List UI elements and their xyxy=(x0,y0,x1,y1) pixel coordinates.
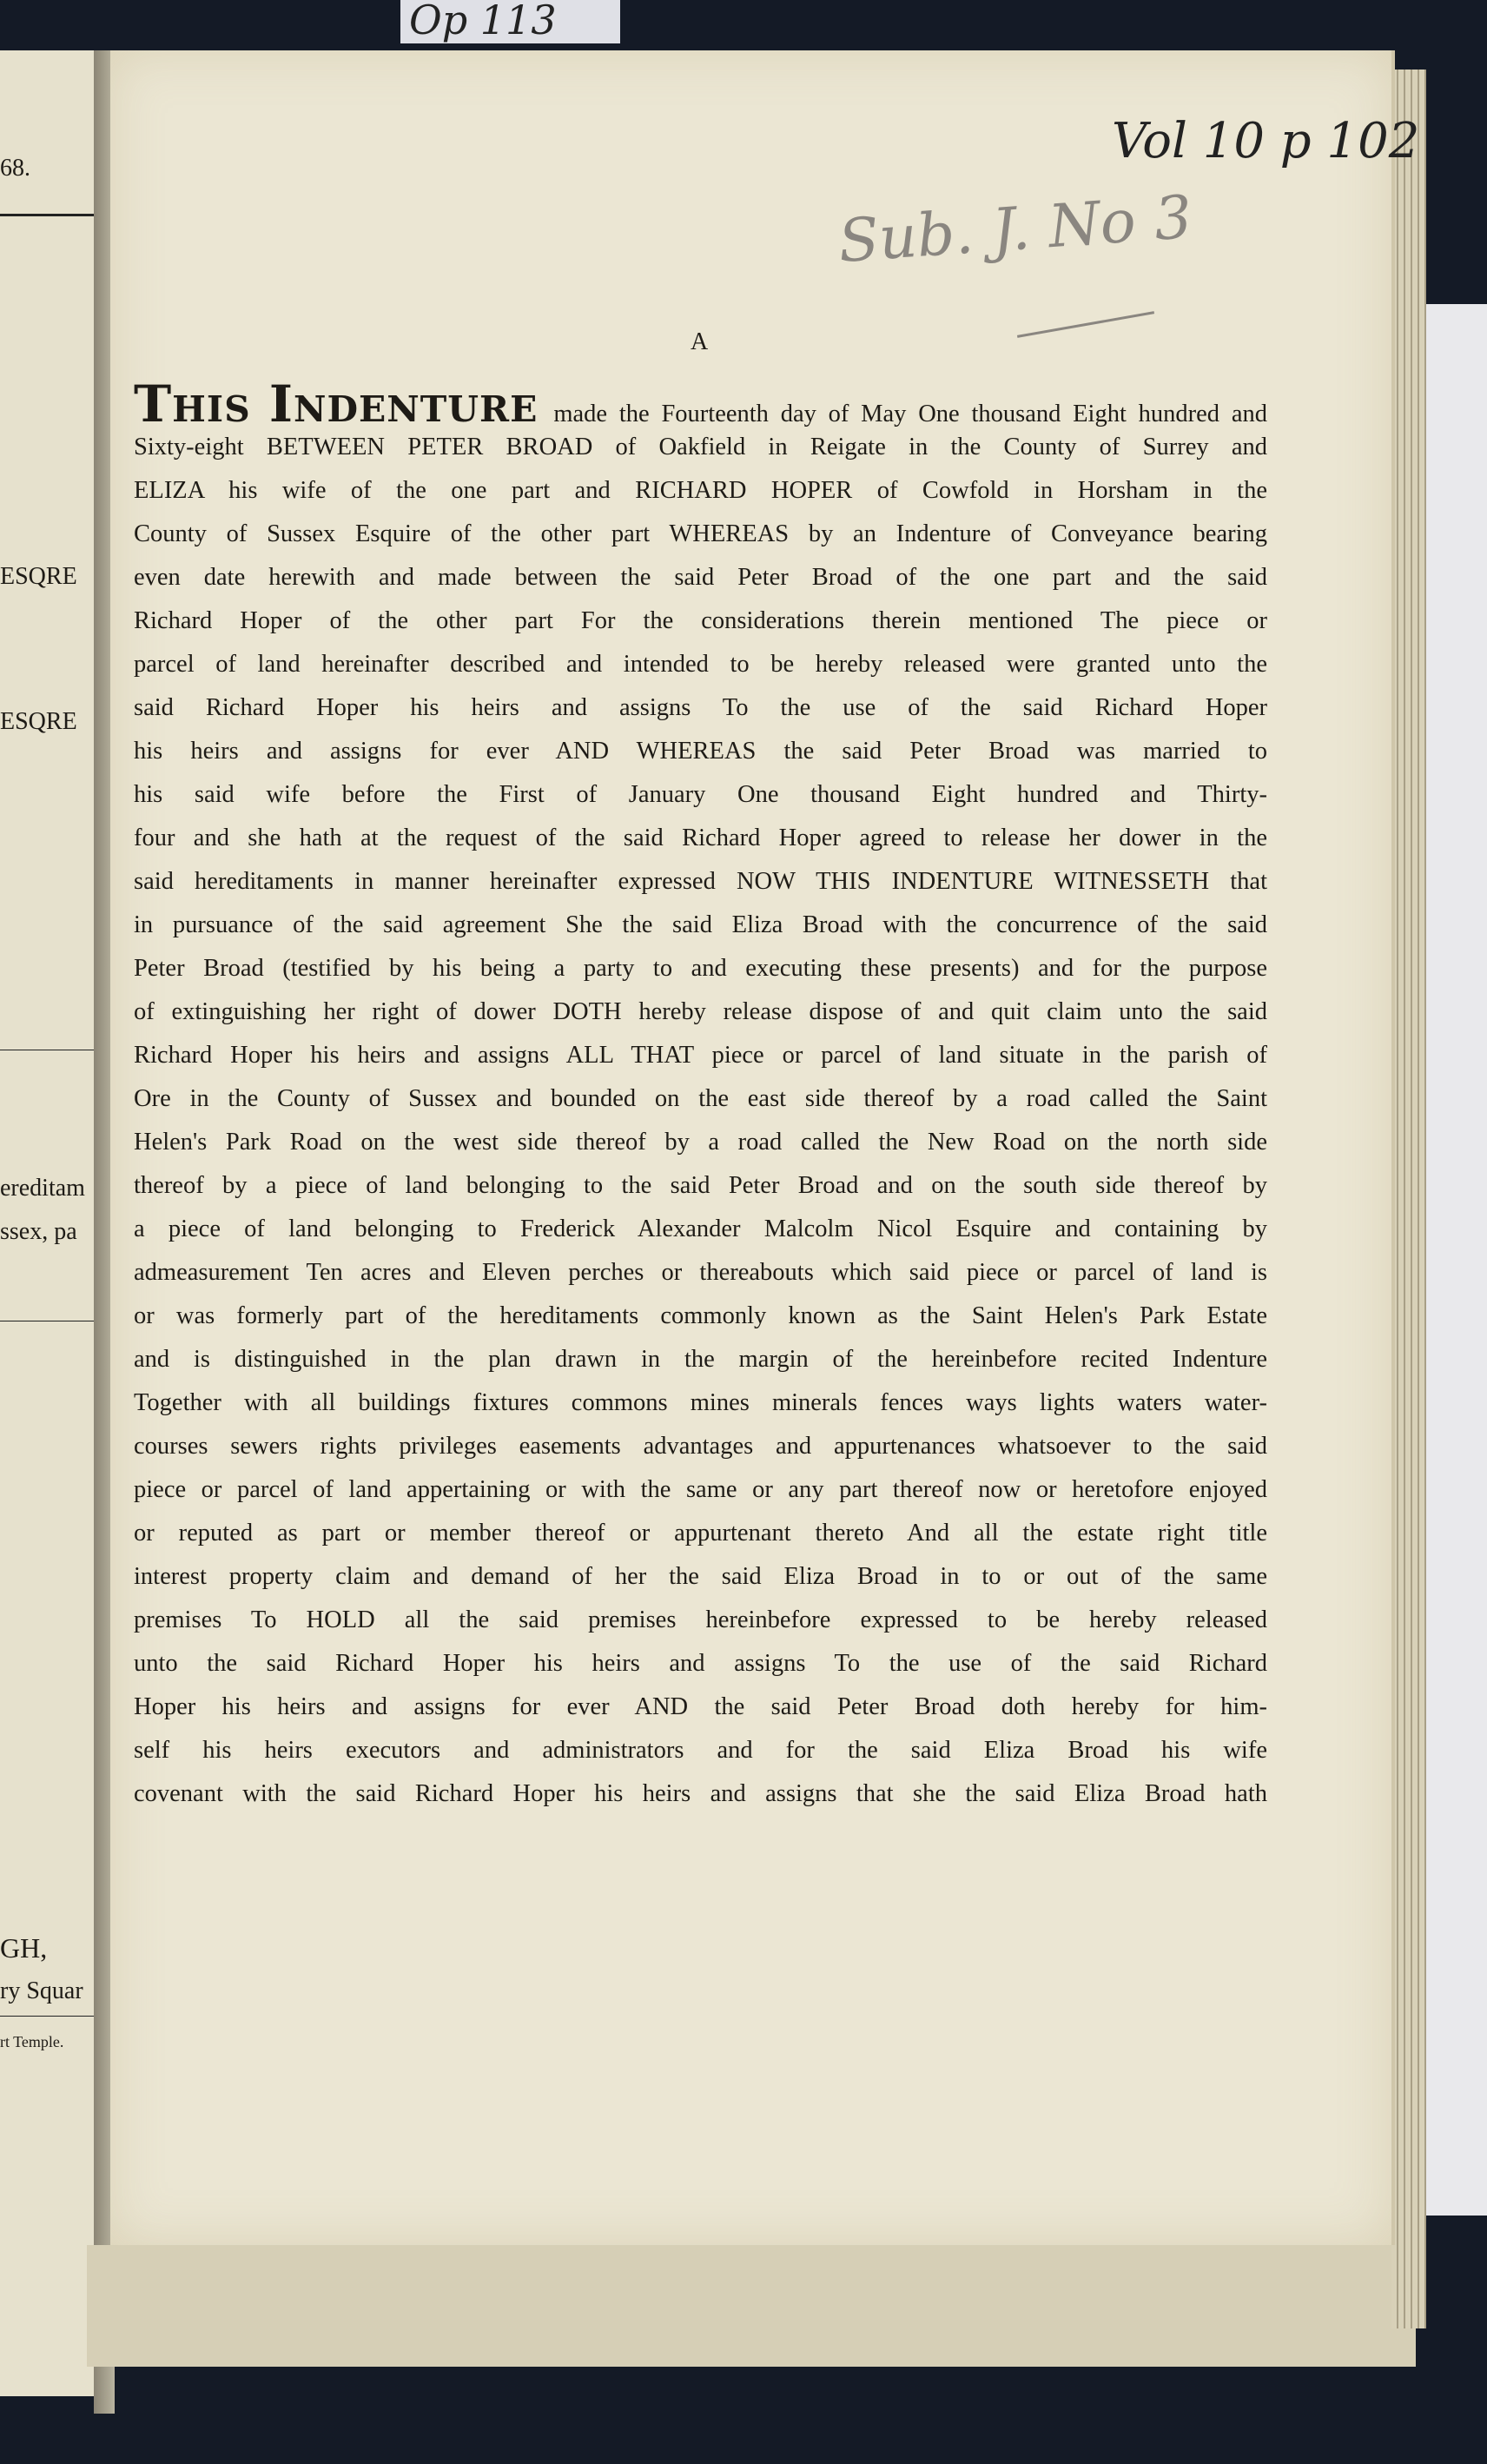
deed-line: in pursuance of the said agreement She the said Eliza Broad with the concurrence of the said xyxy=(134,911,1267,938)
left-page xyxy=(0,50,97,2396)
deed-line: interest property claim and demand of her the said Eliza Broad in to or out of the same xyxy=(134,1563,1267,1590)
deed-line: or reputed as part or member thereof or appurtenant thereto And all the estate right title xyxy=(134,1520,1267,1547)
deed-line: four and she hath at the request of the said Richard Hoper agreed to release her dower in the xyxy=(134,825,1267,851)
deed-line: admeasurement Ten acres and Eleven perches or thereabouts which said piece or parcel of land is xyxy=(134,1259,1267,1286)
deed-line: Ore in the County of Sussex and bounded on the east side thereof by a road called the Saint xyxy=(134,1085,1267,1112)
deed-line: premises To HOLD all the said premises hereinbefore expressed to be hereby released xyxy=(134,1606,1267,1633)
left-fragment: GH, xyxy=(0,1932,48,1964)
deed-line: of extinguishing her right of dower DOTH hereby release dispose of and quit claim unto the said xyxy=(134,998,1267,1025)
deed-line: Hoper his heirs and assigns for ever AND the said Peter Broad doth hereby for him- xyxy=(134,1693,1267,1720)
deed-line xyxy=(134,374,1267,434)
deed-title: This Indenture xyxy=(134,374,539,434)
deed-line: his said wife before the First of January One thousand Eight hundred and Thirty- xyxy=(134,781,1267,808)
deed-line: piece or parcel of land appertaining or with the same or any part thereof now or heretofore enjoyed xyxy=(134,1476,1267,1503)
heading-mark: A xyxy=(691,328,709,355)
left-fragment: ry Squar xyxy=(0,1977,83,2004)
deed-line: self his heirs executors and administrators and for the said Eliza Broad his wife xyxy=(134,1737,1267,1764)
inserted-sheet xyxy=(1426,304,1487,2216)
divider xyxy=(0,2016,96,2017)
deed-line: Peter Broad (testified by his being a party to and executing these presents) and for the purpose xyxy=(134,955,1267,982)
deed-line: even date herewith and made between the said Peter Broad of the one part and the said xyxy=(134,564,1267,591)
page-underlay xyxy=(87,2245,1416,2367)
left-fragment: ESQRE xyxy=(0,563,77,590)
archive-tab xyxy=(400,0,620,43)
deed-line: County of Sussex Esquire of the other part WHEREAS by an Indenture of Conveyance bearing xyxy=(134,520,1267,547)
deed-line: parcel of land hereinafter described and intended to be hereby released were granted unto the xyxy=(134,651,1267,678)
pencil-annotation: Sub. J. No 3 xyxy=(836,182,1194,277)
left-fragment: ereditam xyxy=(0,1175,85,1202)
deed-text xyxy=(134,374,1267,1816)
deed-line: thereof by a piece of land belonging to the said Peter Broad and on the south side thereof by xyxy=(134,1172,1267,1199)
tab-annotation: Op 113 xyxy=(409,0,557,43)
deed-line: courses sewers rights privileges easements advantages and appurtenances whatsoever to the said xyxy=(134,1433,1267,1460)
deed-line: said Richard Hoper his heirs and assigns To the use of the said Richard Hoper xyxy=(134,694,1267,721)
deed-line: Richard Hoper of the other part For the considerations therein mentioned The piece or xyxy=(134,607,1267,634)
left-fragment: ssex, pa xyxy=(0,1218,77,1245)
left-fragment: 68. xyxy=(0,155,30,182)
deed-line: and is distinguished in the plan drawn in the margin of the hereinbefore recited Indenture xyxy=(134,1346,1267,1373)
deed-line-text: made the Fourteenth day of May One thousand Eight hundred and xyxy=(553,401,1267,427)
deed-line: ELIZA his wife of the one part and RICHARD HOPER of Cowfold in Horsham in the xyxy=(134,477,1267,504)
deed-line: unto the said Richard Hoper his heirs and assigns To the use of the said Richard xyxy=(134,1650,1267,1677)
deed-line: a piece of land belonging to Frederick Alexander Malcolm Nicol Esquire and containing by xyxy=(134,1215,1267,1242)
left-fragment: ESQRE xyxy=(0,708,77,735)
deed-line: said hereditaments in manner hereinafter expressed NOW THIS INDENTURE WITNESSETH that xyxy=(134,868,1267,895)
divider xyxy=(0,214,96,216)
deed-line: his heirs and assigns for ever AND WHEREAS the said Peter Broad was married to xyxy=(134,738,1267,765)
page-edges xyxy=(1391,70,1426,2328)
deed-line: Helen's Park Road on the west side thereof by a road called the New Road on the north side xyxy=(134,1129,1267,1156)
deed-line: Together with all buildings fixtures commons mines minerals fences ways lights waters water- xyxy=(134,1389,1267,1416)
deed-line: Richard Hoper his heirs and assigns ALL THAT piece or parcel of land situate in the parish of xyxy=(134,1042,1267,1069)
volume-annotation: Vol 10 p 102 xyxy=(1112,113,1420,169)
deed-line: Sixty-eight BETWEEN PETER BROAD of Oakfield in Reigate in the County of Surrey and xyxy=(134,434,1267,460)
left-fragment: rt Temple. xyxy=(0,2033,64,2050)
deed-line: or was formerly part of the hereditaments commonly known as the Saint Helen's Park Estate xyxy=(134,1302,1267,1329)
deed-line: covenant with the said Richard Hoper his heirs and assigns that she the said Eliza Broad hath xyxy=(134,1780,1267,1807)
